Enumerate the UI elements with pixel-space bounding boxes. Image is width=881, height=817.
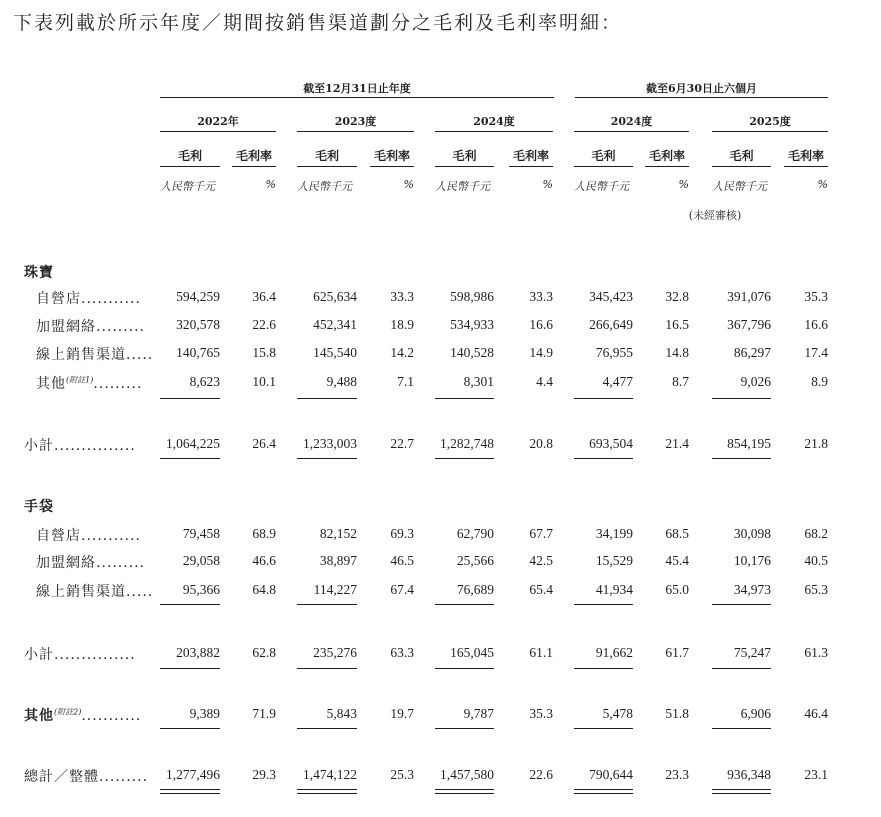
gross-profit-header-underline-1 <box>160 166 220 167</box>
cell-r3-c1: 140,765 <box>176 345 220 360</box>
leader-dots: ..... <box>126 347 154 363</box>
period-underline-3 <box>435 131 553 132</box>
cell-r8-c3: 114,227 <box>313 582 357 597</box>
cell-r10-c3: 5,843 <box>326 706 357 721</box>
cell-r5-c2: 26.4 <box>252 436 276 451</box>
cell-r4-c1: 8,623 <box>189 374 220 389</box>
cell-r1-c8: 32.8 <box>665 289 689 304</box>
half-year-group-header: 截至6月30日止六個月 <box>646 82 757 95</box>
cell-r3-c5: 140,528 <box>450 345 494 360</box>
underline-before-subtotal1-4 <box>574 398 633 399</box>
cell-r7-c6: 42.5 <box>529 553 553 568</box>
row-label-9 <box>24 644 136 664</box>
row-label-4 <box>36 373 142 393</box>
underline-after-subtotal2-2 <box>297 668 357 669</box>
cell-r11-c9: 936,348 <box>727 767 771 782</box>
cell-r11-c10: 23.1 <box>804 767 828 782</box>
cell-r11-c7: 790,644 <box>589 767 633 782</box>
gross-profit-header-underline-4 <box>574 166 633 167</box>
double-underline-total-3 <box>435 789 494 794</box>
cell-r8-c2: 64.8 <box>252 582 276 597</box>
gross-profit-header-underline-5 <box>712 166 771 167</box>
cell-r4-c9: 9,026 <box>740 374 771 389</box>
margin-header-3: 毛利率 <box>512 149 549 163</box>
cell-r8-c7: 41,934 <box>595 582 633 597</box>
gross-profit-header-4: 毛利 <box>591 149 616 163</box>
cell-r4-c6: 4.4 <box>536 374 553 389</box>
period-header-1: 2022年 <box>197 115 239 128</box>
cell-r3-c4: 14.2 <box>390 345 414 360</box>
gross-profit-header-2: 毛利 <box>314 149 339 163</box>
cell-r10-c1: 9,389 <box>189 706 220 721</box>
leader-dots: ............... <box>54 647 136 663</box>
cell-r7-c2: 46.6 <box>252 553 276 568</box>
underline-after-subtotal1-2 <box>297 458 357 459</box>
cell-r10-c6: 35.3 <box>529 706 553 721</box>
underline-after-subtotal1-3 <box>435 458 494 459</box>
row-label-text: 加盟網絡 <box>36 555 96 571</box>
section-jewelry: 珠寶 <box>24 265 54 281</box>
cell-r5-c6: 20.8 <box>529 436 553 451</box>
cell-r5-c8: 21.4 <box>665 436 689 451</box>
row-label-text: 小計 <box>24 438 54 454</box>
cell-r10-c8: 51.8 <box>665 706 689 721</box>
underline-after-subtotal1-4 <box>574 458 633 459</box>
cell-r7-c8: 45.4 <box>665 553 689 568</box>
leader-dots: ............... <box>54 438 136 454</box>
cell-r9-c10: 61.3 <box>804 645 828 660</box>
percent-unit-3: % <box>542 178 553 191</box>
cell-r5-c3: 1,233,003 <box>303 436 357 451</box>
cell-r9-c6: 61.1 <box>529 645 553 660</box>
cell-r11-c3: 1,474,122 <box>303 767 357 782</box>
rmb-unit-1: 人民幣千元 <box>160 180 215 193</box>
cell-r7-c1: 29,058 <box>182 553 220 568</box>
cell-r9-c4: 63.3 <box>390 645 414 660</box>
percent-unit-1: % <box>265 178 276 191</box>
intro-text: 下表列載於所示年度／期間按銷售渠道劃分之毛利及毛利率明細： <box>13 12 623 34</box>
double-underline-total-4 <box>574 789 633 794</box>
row-label-5 <box>24 435 136 455</box>
cell-r5-c9: 854,195 <box>727 436 771 451</box>
margin-header-underline-3 <box>509 166 553 167</box>
gross-profit-header-underline-2 <box>297 166 357 167</box>
period-header-2: 2023度 <box>334 115 377 128</box>
cell-r9-c9: 75,247 <box>733 645 771 660</box>
row-label-1 <box>36 288 141 308</box>
cell-r4-c7: 4,477 <box>602 374 633 389</box>
row-label-text: 線上銷售渠道 <box>36 347 126 363</box>
underline-before-subtotal2-1 <box>160 604 220 605</box>
section-handbags: 手袋 <box>24 499 54 515</box>
gross-profit-header-5: 毛利 <box>729 149 754 163</box>
cell-r4-c8: 8.7 <box>672 374 689 389</box>
unaudited-note: (未經審核) <box>688 209 742 222</box>
cell-r2-c7: 266,649 <box>589 317 633 332</box>
cell-r10-c5: 9,787 <box>463 706 494 721</box>
cell-r2-c6: 16.6 <box>529 317 553 332</box>
leader-dots: ........... <box>81 528 141 544</box>
underline-after-subtotal1-1 <box>160 458 220 459</box>
year-group-header: 截至12月31日止年度 <box>303 82 411 95</box>
percent-unit-2: % <box>403 178 414 191</box>
period-underline-2 <box>297 131 414 132</box>
cell-r2-c5: 534,933 <box>450 317 494 332</box>
cell-r1-c2: 36.4 <box>252 289 276 304</box>
underline-before-subtotal2-2 <box>297 604 357 605</box>
underline-before-subtotal2-3 <box>435 604 494 605</box>
cell-r1-c3: 625,634 <box>313 289 357 304</box>
period-header-5: 2025度 <box>749 115 791 128</box>
cell-r7-c7: 15,529 <box>595 553 633 568</box>
cell-r9-c7: 91,662 <box>595 645 633 660</box>
cell-r10-c9: 6,906 <box>740 706 771 721</box>
leader-dots: ......... <box>96 555 146 571</box>
cell-r8-c1: 95,366 <box>182 582 220 597</box>
row-label-text: 自營店 <box>36 291 81 307</box>
cell-r1-c7: 345,423 <box>589 289 633 304</box>
double-underline-total-1 <box>160 789 220 794</box>
cell-r4-c5: 8,301 <box>463 374 494 389</box>
cell-r8-c9: 34,973 <box>733 582 771 597</box>
underline-other-3 <box>435 728 494 729</box>
cell-r9-c8: 61.7 <box>665 645 689 660</box>
underline-before-subtotal1-5 <box>712 398 771 399</box>
row-label-8 <box>36 581 153 601</box>
underline-other-1 <box>160 728 220 729</box>
cell-r1-c1: 594,259 <box>176 289 220 304</box>
rmb-unit-5: 人民幣千元 <box>712 180 767 193</box>
cell-r6-c3: 82,152 <box>319 526 357 541</box>
cell-r7-c9: 10,176 <box>733 553 771 568</box>
leader-dots: ........... <box>81 708 142 724</box>
cell-r3-c6: 14.9 <box>529 345 553 360</box>
underline-after-subtotal2-3 <box>435 668 494 669</box>
cell-r6-c5: 62,790 <box>456 526 494 541</box>
underline-after-subtotal2-1 <box>160 668 220 669</box>
cell-r7-c5: 25,566 <box>456 553 494 568</box>
underline-before-subtotal2-4 <box>574 604 633 605</box>
cell-r8-c5: 76,689 <box>456 582 494 597</box>
cell-r11-c4: 25.3 <box>390 767 414 782</box>
margin-header-4: 毛利率 <box>648 149 685 163</box>
cell-r2-c8: 16.5 <box>665 317 689 332</box>
cell-r6-c1: 79,458 <box>182 526 220 541</box>
cell-r6-c7: 34,199 <box>595 526 633 541</box>
cell-r10-c10: 46.4 <box>804 706 828 721</box>
cell-r3-c9: 86,297 <box>733 345 771 360</box>
underline-after-subtotal1-5 <box>712 458 771 459</box>
margin-header-underline-5 <box>784 166 828 167</box>
margin-header-underline-2 <box>370 166 414 167</box>
underline-after-subtotal2-5 <box>712 668 771 669</box>
leader-dots: ......... <box>99 769 149 785</box>
row-label-text: 總計／整體 <box>24 769 99 785</box>
cell-r2-c9: 367,796 <box>727 317 771 332</box>
cell-r11-c5: 1,457,580 <box>440 767 494 782</box>
cell-r1-c9: 391,076 <box>727 289 771 304</box>
row-label-3 <box>36 344 153 364</box>
cell-r2-c1: 320,578 <box>176 317 220 332</box>
margin-header-underline-1 <box>232 166 276 167</box>
gross-profit-header-3: 毛利 <box>452 149 477 163</box>
margin-header-underline-4 <box>645 166 689 167</box>
period-underline-1 <box>160 131 276 132</box>
row-label-10 <box>24 705 141 725</box>
cell-r8-c10: 65.3 <box>804 582 828 597</box>
cell-r4-c2: 10.1 <box>252 374 276 389</box>
cell-r11-c2: 29.3 <box>252 767 276 782</box>
cell-r1-c6: 33.3 <box>529 289 553 304</box>
cell-r5-c1: 1,064,225 <box>166 436 220 451</box>
leader-dots: ........... <box>81 291 141 307</box>
period-underline-5 <box>712 131 828 132</box>
cell-r2-c3: 452,341 <box>313 317 357 332</box>
cell-r11-c6: 22.6 <box>529 767 553 782</box>
cell-r2-c2: 22.6 <box>252 317 276 332</box>
cell-r5-c7: 693,504 <box>589 436 633 451</box>
cell-r8-c8: 65.0 <box>665 582 689 597</box>
row-label-11 <box>24 766 148 786</box>
cell-r9-c2: 62.8 <box>252 645 276 660</box>
cell-r11-c8: 23.3 <box>665 767 689 782</box>
period-header-4: 2024度 <box>610 115 653 128</box>
leader-dots: ......... <box>93 376 143 392</box>
underline-other-4 <box>574 728 633 729</box>
cell-r6-c6: 67.7 <box>529 526 553 541</box>
cell-r1-c5: 598,986 <box>450 289 494 304</box>
underline-before-subtotal2-5 <box>712 604 771 605</box>
cell-r6-c2: 68.9 <box>252 526 276 541</box>
cell-r7-c4: 46.5 <box>390 553 414 568</box>
footnote-marker: (附註2) <box>54 707 82 717</box>
cell-r5-c10: 21.8 <box>804 436 828 451</box>
underline-after-subtotal2-4 <box>574 668 633 669</box>
cell-r2-c10: 16.6 <box>804 317 828 332</box>
cell-r6-c9: 30,098 <box>733 526 771 541</box>
rmb-unit-4: 人民幣千元 <box>574 180 629 193</box>
year-group-underline <box>160 97 554 98</box>
cell-r1-c10: 35.3 <box>804 289 828 304</box>
cell-r4-c4: 7.1 <box>397 374 414 389</box>
row-label-text: 加盟網絡 <box>36 319 96 335</box>
cell-r9-c1: 203,882 <box>176 645 220 660</box>
cell-r10-c4: 19.7 <box>390 706 414 721</box>
row-label-2 <box>36 316 145 336</box>
underline-before-subtotal1-3 <box>435 398 494 399</box>
cell-r8-c6: 65.4 <box>529 582 553 597</box>
row-label-7 <box>36 552 145 572</box>
cell-r9-c3: 235,276 <box>313 645 357 660</box>
cell-r6-c10: 68.2 <box>804 526 828 541</box>
cell-r3-c3: 145,540 <box>313 345 357 360</box>
cell-r6-c8: 68.5 <box>665 526 689 541</box>
gross-profit-header-1: 毛利 <box>177 149 202 163</box>
cell-r7-c10: 40.5 <box>804 553 828 568</box>
gross-profit-header-underline-3 <box>435 166 494 167</box>
margin-header-1: 毛利率 <box>235 149 272 163</box>
cell-r7-c3: 38,897 <box>319 553 357 568</box>
cell-r3-c7: 76,955 <box>595 345 633 360</box>
leader-dots: ..... <box>126 584 154 600</box>
rmb-unit-3: 人民幣千元 <box>435 180 490 193</box>
cell-r2-c4: 18.9 <box>390 317 414 332</box>
cell-r10-c2: 71.9 <box>252 706 276 721</box>
underline-other-2 <box>297 728 357 729</box>
row-label-text: 自營店 <box>36 528 81 544</box>
margin-header-5: 毛利率 <box>787 149 824 163</box>
cell-r3-c8: 14.8 <box>665 345 689 360</box>
cell-r8-c4: 67.4 <box>390 582 414 597</box>
underline-before-subtotal1-1 <box>160 398 220 399</box>
cell-r6-c4: 69.3 <box>390 526 414 541</box>
cell-r3-c10: 17.4 <box>804 345 828 360</box>
row-label-text: 小計 <box>24 647 54 663</box>
footnote-marker: (附註1) <box>66 375 94 385</box>
cell-r3-c2: 15.8 <box>252 345 276 360</box>
row-label-text: 其他 <box>24 708 54 724</box>
cell-r10-c7: 5,478 <box>602 706 633 721</box>
underline-other-5 <box>712 728 771 729</box>
double-underline-total-2 <box>297 789 357 794</box>
margin-header-2: 毛利率 <box>373 149 410 163</box>
row-label-6 <box>36 525 141 545</box>
rmb-unit-2: 人民幣千元 <box>297 180 352 193</box>
period-header-3: 2024度 <box>473 115 515 128</box>
double-underline-total-5 <box>712 789 771 794</box>
percent-unit-5: % <box>817 178 828 191</box>
row-label-text: 線上銷售渠道 <box>36 584 126 600</box>
cell-r5-c4: 22.7 <box>390 436 414 451</box>
underline-before-subtotal1-2 <box>297 398 357 399</box>
cell-r5-c5: 1,282,748 <box>440 436 494 451</box>
cell-r9-c5: 165,045 <box>450 645 494 660</box>
row-label-text: 其他 <box>36 376 66 392</box>
leader-dots: ......... <box>96 319 146 335</box>
cell-r1-c4: 33.3 <box>390 289 414 304</box>
cell-r4-c10: 8.9 <box>811 374 828 389</box>
cell-r4-c3: 9,488 <box>326 374 357 389</box>
period-underline-4 <box>574 131 689 132</box>
half-year-group-underline <box>575 97 828 98</box>
cell-r11-c1: 1,277,496 <box>166 767 220 782</box>
percent-unit-4: % <box>678 178 689 191</box>
